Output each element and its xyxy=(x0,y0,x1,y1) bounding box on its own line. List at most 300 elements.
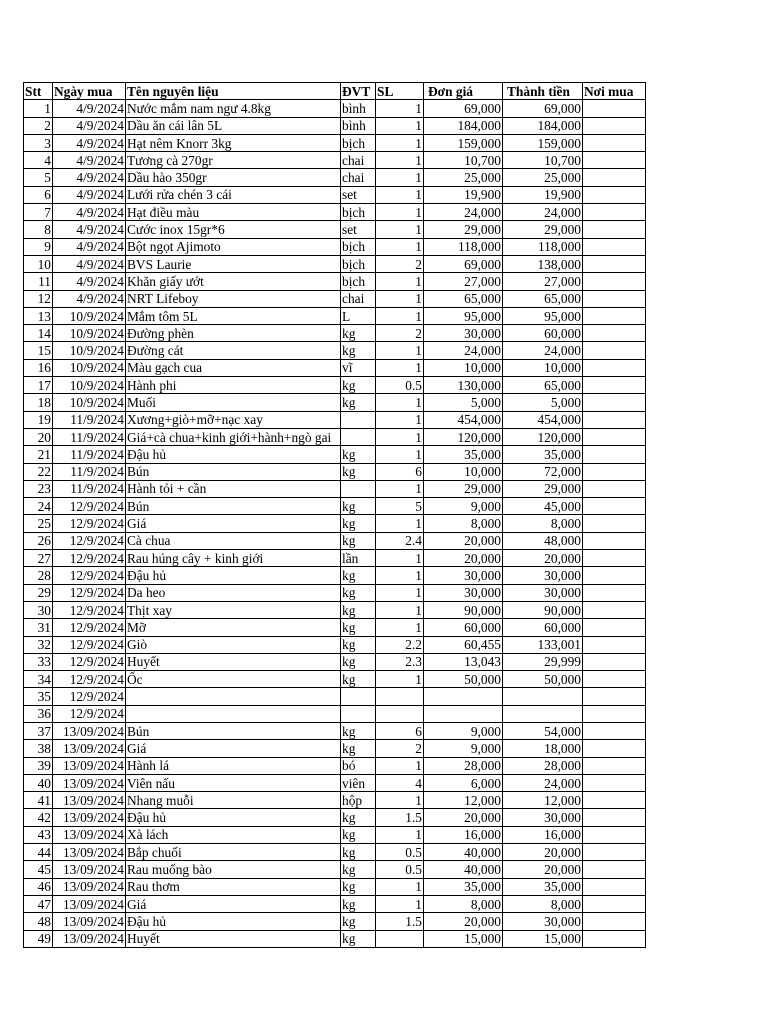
cell-total[interactable]: 24,000 xyxy=(503,204,583,221)
cell-store[interactable] xyxy=(583,930,646,947)
cell-quantity[interactable]: 2 xyxy=(376,740,424,757)
cell-unit[interactable]: kg xyxy=(341,567,376,584)
cell-stt[interactable]: 3 xyxy=(24,134,53,151)
cell-stt[interactable]: 7 xyxy=(24,204,53,221)
cell-date[interactable]: 12/9/2024 xyxy=(53,567,126,584)
cell-date[interactable]: 13/09/2024 xyxy=(53,809,126,826)
cell-total[interactable]: 8,000 xyxy=(503,895,583,912)
cell-stt[interactable]: 47 xyxy=(24,895,53,912)
cell-ingredient[interactable]: Mỡ xyxy=(126,619,341,636)
cell-stt[interactable]: 20 xyxy=(24,428,53,445)
cell-unit[interactable]: hộp xyxy=(341,792,376,809)
cell-stt[interactable]: 11 xyxy=(24,273,53,290)
cell-quantity[interactable]: 1 xyxy=(376,342,424,359)
cell-total[interactable]: 30,000 xyxy=(503,567,583,584)
cell-unit[interactable]: kg xyxy=(341,342,376,359)
cell-store[interactable] xyxy=(583,186,646,203)
cell-store[interactable] xyxy=(583,636,646,653)
cell-store[interactable] xyxy=(583,290,646,307)
cell-ingredient[interactable]: Khăn giấy ướt xyxy=(126,273,341,290)
cell-date[interactable]: 12/9/2024 xyxy=(53,688,126,705)
cell-unit-price[interactable]: 10,000 xyxy=(424,359,503,376)
cell-date[interactable]: 13/09/2024 xyxy=(53,826,126,843)
column-header-unit-price[interactable]: Đơn giá xyxy=(424,83,503,100)
cell-date[interactable]: 4/9/2024 xyxy=(53,238,126,255)
cell-date[interactable]: 11/9/2024 xyxy=(53,480,126,497)
cell-unit[interactable]: set xyxy=(341,186,376,203)
cell-quantity[interactable]: 1 xyxy=(376,221,424,238)
cell-date[interactable]: 12/9/2024 xyxy=(53,601,126,618)
cell-date[interactable]: 4/9/2024 xyxy=(53,152,126,169)
cell-store[interactable] xyxy=(583,480,646,497)
cell-total[interactable]: 10,700 xyxy=(503,152,583,169)
cell-store[interactable] xyxy=(583,342,646,359)
cell-unit[interactable]: kg xyxy=(341,446,376,463)
cell-quantity[interactable]: 1 xyxy=(376,584,424,601)
cell-unit[interactable]: kg xyxy=(341,809,376,826)
cell-ingredient[interactable]: Hạt nêm Knorr 3kg xyxy=(126,134,341,151)
cell-date[interactable]: 10/9/2024 xyxy=(53,342,126,359)
cell-store[interactable] xyxy=(583,792,646,809)
cell-quantity[interactable]: 1 xyxy=(376,619,424,636)
cell-unit-price[interactable]: 30,000 xyxy=(424,567,503,584)
cell-unit-price[interactable]: 24,000 xyxy=(424,204,503,221)
cell-stt[interactable]: 9 xyxy=(24,238,53,255)
cell-store[interactable] xyxy=(583,273,646,290)
cell-store[interactable] xyxy=(583,359,646,376)
cell-store[interactable] xyxy=(583,722,646,739)
cell-stt[interactable]: 32 xyxy=(24,636,53,653)
cell-unit[interactable]: kg xyxy=(341,653,376,670)
cell-quantity[interactable]: 1 xyxy=(376,878,424,895)
cell-ingredient[interactable]: Nước mắm nam ngư 4.8kg xyxy=(126,100,341,117)
cell-quantity[interactable]: 1 xyxy=(376,567,424,584)
cell-stt[interactable]: 2 xyxy=(24,117,53,134)
cell-stt[interactable]: 22 xyxy=(24,463,53,480)
cell-unit[interactable]: L xyxy=(341,307,376,324)
cell-quantity[interactable]: 2.2 xyxy=(376,636,424,653)
cell-ingredient[interactable]: Đường cát xyxy=(126,342,341,359)
cell-ingredient[interactable]: Đậu hủ xyxy=(126,913,341,930)
cell-unit-price[interactable]: 184,000 xyxy=(424,117,503,134)
cell-total[interactable]: 16,000 xyxy=(503,826,583,843)
cell-unit[interactable]: chai xyxy=(341,290,376,307)
cell-ingredient[interactable]: NRT Lifeboy xyxy=(126,290,341,307)
cell-unit-price[interactable]: 10,700 xyxy=(424,152,503,169)
cell-ingredient[interactable]: Giá xyxy=(126,895,341,912)
cell-unit-price[interactable]: 120,000 xyxy=(424,428,503,445)
cell-date[interactable]: 4/9/2024 xyxy=(53,255,126,272)
cell-unit-price[interactable]: 27,000 xyxy=(424,273,503,290)
cell-unit-price[interactable]: 29,000 xyxy=(424,221,503,238)
cell-quantity[interactable]: 2.3 xyxy=(376,653,424,670)
cell-total[interactable]: 184,000 xyxy=(503,117,583,134)
cell-ingredient[interactable]: Hành tỏi + cần xyxy=(126,480,341,497)
cell-stt[interactable]: 41 xyxy=(24,792,53,809)
cell-date[interactable]: 13/09/2024 xyxy=(53,861,126,878)
cell-store[interactable] xyxy=(583,671,646,688)
cell-quantity[interactable]: 1 xyxy=(376,238,424,255)
cell-stt[interactable]: 21 xyxy=(24,446,53,463)
cell-store[interactable] xyxy=(583,550,646,567)
cell-quantity[interactable]: 1 xyxy=(376,792,424,809)
cell-unit-price[interactable]: 30,000 xyxy=(424,584,503,601)
cell-store[interactable] xyxy=(583,428,646,445)
cell-total[interactable]: 65,000 xyxy=(503,377,583,394)
cell-unit-price[interactable]: 9,000 xyxy=(424,740,503,757)
cell-date[interactable]: 13/09/2024 xyxy=(53,913,126,930)
column-header-store[interactable]: Nơi mua xyxy=(583,83,646,100)
cell-stt[interactable]: 34 xyxy=(24,671,53,688)
cell-total[interactable]: 29,000 xyxy=(503,221,583,238)
cell-date[interactable]: 4/9/2024 xyxy=(53,100,126,117)
cell-quantity[interactable]: 1 xyxy=(376,186,424,203)
cell-ingredient[interactable]: Màu gạch cua xyxy=(126,359,341,376)
cell-ingredient[interactable]: Rau húng cây + kinh giới xyxy=(126,550,341,567)
cell-ingredient[interactable]: Giá xyxy=(126,740,341,757)
cell-total[interactable]: 15,000 xyxy=(503,930,583,947)
cell-stt[interactable]: 1 xyxy=(24,100,53,117)
cell-unit[interactable]: bịch xyxy=(341,273,376,290)
cell-ingredient[interactable]: BVS Laurie xyxy=(126,255,341,272)
cell-store[interactable] xyxy=(583,498,646,515)
cell-stt[interactable]: 30 xyxy=(24,601,53,618)
cell-unit[interactable]: kg xyxy=(341,532,376,549)
cell-total[interactable]: 50,000 xyxy=(503,671,583,688)
cell-date[interactable]: 4/9/2024 xyxy=(53,204,126,221)
cell-stt[interactable]: 49 xyxy=(24,930,53,947)
cell-unit-price[interactable]: 40,000 xyxy=(424,861,503,878)
cell-total[interactable]: 5,000 xyxy=(503,394,583,411)
cell-store[interactable] xyxy=(583,221,646,238)
cell-date[interactable]: 12/9/2024 xyxy=(53,584,126,601)
cell-stt[interactable]: 27 xyxy=(24,550,53,567)
cell-stt[interactable]: 15 xyxy=(24,342,53,359)
cell-ingredient[interactable] xyxy=(126,688,341,705)
cell-stt[interactable]: 8 xyxy=(24,221,53,238)
cell-ingredient[interactable]: Dầu ăn cái lân 5L xyxy=(126,117,341,134)
cell-unit-price[interactable]: 5,000 xyxy=(424,394,503,411)
cell-total[interactable]: 35,000 xyxy=(503,878,583,895)
cell-date[interactable]: 13/09/2024 xyxy=(53,722,126,739)
cell-unit-price[interactable]: 8,000 xyxy=(424,895,503,912)
cell-ingredient[interactable]: Đậu hủ xyxy=(126,446,341,463)
cell-date[interactable]: 12/9/2024 xyxy=(53,653,126,670)
cell-stt[interactable]: 26 xyxy=(24,532,53,549)
cell-date[interactable]: 12/9/2024 xyxy=(53,705,126,722)
cell-stt[interactable]: 5 xyxy=(24,169,53,186)
cell-date[interactable]: 10/9/2024 xyxy=(53,377,126,394)
column-header-stt[interactable]: Stt xyxy=(24,83,53,100)
cell-ingredient[interactable]: Bún xyxy=(126,498,341,515)
cell-date[interactable]: 12/9/2024 xyxy=(53,671,126,688)
cell-total[interactable]: 24,000 xyxy=(503,774,583,791)
cell-unit-price[interactable]: 29,000 xyxy=(424,480,503,497)
cell-ingredient[interactable]: Bột ngọt Ajimoto xyxy=(126,238,341,255)
cell-ingredient[interactable]: Xương+giò+mỡ+nạc xay xyxy=(126,411,341,428)
cell-unit[interactable]: kg xyxy=(341,722,376,739)
cell-unit[interactable]: kg xyxy=(341,826,376,843)
cell-quantity[interactable]: 1 xyxy=(376,134,424,151)
cell-unit-price[interactable]: 30,000 xyxy=(424,325,503,342)
cell-unit-price[interactable]: 118,000 xyxy=(424,238,503,255)
cell-quantity[interactable]: 1 xyxy=(376,515,424,532)
cell-quantity[interactable]: 1.5 xyxy=(376,913,424,930)
cell-total[interactable]: 20,000 xyxy=(503,550,583,567)
cell-quantity[interactable]: 1 xyxy=(376,826,424,843)
cell-ingredient[interactable]: Da heo xyxy=(126,584,341,601)
cell-unit-price[interactable]: 69,000 xyxy=(424,255,503,272)
cell-unit[interactable]: set xyxy=(341,221,376,238)
cell-quantity[interactable]: 1 xyxy=(376,895,424,912)
cell-quantity[interactable]: 2.4 xyxy=(376,532,424,549)
cell-date[interactable]: 4/9/2024 xyxy=(53,273,126,290)
cell-stt[interactable]: 42 xyxy=(24,809,53,826)
cell-stt[interactable]: 18 xyxy=(24,394,53,411)
cell-total[interactable]: 24,000 xyxy=(503,342,583,359)
cell-unit[interactable]: bình xyxy=(341,117,376,134)
cell-quantity[interactable]: 6 xyxy=(376,463,424,480)
cell-unit-price[interactable]: 50,000 xyxy=(424,671,503,688)
cell-total[interactable]: 29,999 xyxy=(503,653,583,670)
cell-date[interactable]: 13/09/2024 xyxy=(53,740,126,757)
cell-store[interactable] xyxy=(583,255,646,272)
cell-store[interactable] xyxy=(583,238,646,255)
cell-quantity[interactable]: 4 xyxy=(376,774,424,791)
cell-store[interactable] xyxy=(583,705,646,722)
cell-unit-price[interactable]: 159,000 xyxy=(424,134,503,151)
cell-date[interactable]: 11/9/2024 xyxy=(53,446,126,463)
cell-total[interactable]: 20,000 xyxy=(503,861,583,878)
cell-ingredient[interactable]: Nhang muỗi xyxy=(126,792,341,809)
cell-stt[interactable]: 37 xyxy=(24,722,53,739)
cell-ingredient[interactable]: Cà chua xyxy=(126,532,341,549)
cell-date[interactable]: 10/9/2024 xyxy=(53,307,126,324)
cell-unit-price[interactable]: 90,000 xyxy=(424,601,503,618)
cell-unit[interactable]: kg xyxy=(341,861,376,878)
cell-total[interactable]: 65,000 xyxy=(503,290,583,307)
cell-total[interactable]: 159,000 xyxy=(503,134,583,151)
cell-total[interactable]: 454,000 xyxy=(503,411,583,428)
cell-date[interactable]: 13/09/2024 xyxy=(53,792,126,809)
cell-store[interactable] xyxy=(583,532,646,549)
cell-ingredient[interactable]: Đậu hủ xyxy=(126,809,341,826)
cell-store[interactable] xyxy=(583,567,646,584)
cell-stt[interactable]: 43 xyxy=(24,826,53,843)
cell-date[interactable]: 4/9/2024 xyxy=(53,169,126,186)
cell-ingredient[interactable]: Giá xyxy=(126,515,341,532)
cell-unit[interactable]: chai xyxy=(341,169,376,186)
cell-date[interactable]: 12/9/2024 xyxy=(53,619,126,636)
cell-stt[interactable]: 46 xyxy=(24,878,53,895)
cell-unit[interactable]: bịch xyxy=(341,238,376,255)
cell-date[interactable]: 10/9/2024 xyxy=(53,394,126,411)
cell-store[interactable] xyxy=(583,134,646,151)
cell-date[interactable]: 13/09/2024 xyxy=(53,844,126,861)
cell-store[interactable] xyxy=(583,740,646,757)
cell-unit-price[interactable]: 69,000 xyxy=(424,100,503,117)
cell-unit[interactable]: kg xyxy=(341,515,376,532)
cell-store[interactable] xyxy=(583,307,646,324)
cell-quantity[interactable]: 1 xyxy=(376,204,424,221)
cell-unit-price[interactable]: 25,000 xyxy=(424,169,503,186)
cell-stt[interactable]: 45 xyxy=(24,861,53,878)
cell-stt[interactable]: 19 xyxy=(24,411,53,428)
cell-date[interactable]: 13/09/2024 xyxy=(53,878,126,895)
cell-unit[interactable] xyxy=(341,705,376,722)
cell-unit[interactable]: kg xyxy=(341,740,376,757)
cell-unit[interactable]: chai xyxy=(341,152,376,169)
cell-store[interactable] xyxy=(583,463,646,480)
cell-quantity[interactable]: 1 xyxy=(376,428,424,445)
cell-total[interactable]: 60,000 xyxy=(503,619,583,636)
cell-date[interactable]: 12/9/2024 xyxy=(53,515,126,532)
cell-store[interactable] xyxy=(583,913,646,930)
cell-unit[interactable]: kg xyxy=(341,844,376,861)
cell-date[interactable]: 13/09/2024 xyxy=(53,930,126,947)
cell-ingredient[interactable]: Hành lá xyxy=(126,757,341,774)
cell-unit-price[interactable]: 6,000 xyxy=(424,774,503,791)
cell-quantity[interactable]: 0.5 xyxy=(376,844,424,861)
cell-total[interactable]: 133,001 xyxy=(503,636,583,653)
cell-unit[interactable]: kg xyxy=(341,601,376,618)
cell-quantity[interactable]: 1 xyxy=(376,273,424,290)
cell-store[interactable] xyxy=(583,169,646,186)
cell-stt[interactable]: 40 xyxy=(24,774,53,791)
cell-total[interactable]: 12,000 xyxy=(503,792,583,809)
cell-total[interactable]: 29,000 xyxy=(503,480,583,497)
cell-stt[interactable]: 28 xyxy=(24,567,53,584)
cell-total[interactable]: 18,000 xyxy=(503,740,583,757)
cell-total[interactable]: 118,000 xyxy=(503,238,583,255)
cell-unit[interactable]: viên xyxy=(341,774,376,791)
cell-unit-price[interactable]: 454,000 xyxy=(424,411,503,428)
cell-stt[interactable]: 39 xyxy=(24,757,53,774)
cell-quantity[interactable]: 2 xyxy=(376,325,424,342)
cell-stt[interactable]: 33 xyxy=(24,653,53,670)
cell-store[interactable] xyxy=(583,601,646,618)
cell-unit[interactable]: kg xyxy=(341,394,376,411)
cell-ingredient[interactable]: Huyết xyxy=(126,930,341,947)
cell-unit-price[interactable]: 95,000 xyxy=(424,307,503,324)
cell-store[interactable] xyxy=(583,809,646,826)
cell-unit[interactable]: kg xyxy=(341,325,376,342)
cell-ingredient[interactable]: Tương cà 270gr xyxy=(126,152,341,169)
cell-unit-price[interactable]: 20,000 xyxy=(424,532,503,549)
cell-stt[interactable]: 17 xyxy=(24,377,53,394)
cell-unit[interactable]: bình xyxy=(341,100,376,117)
cell-quantity[interactable]: 1 xyxy=(376,169,424,186)
cell-date[interactable]: 4/9/2024 xyxy=(53,221,126,238)
cell-ingredient[interactable]: Giá+cà chua+kinh giới+hành+ngò gai xyxy=(126,428,341,445)
cell-total[interactable]: 8,000 xyxy=(503,515,583,532)
cell-stt[interactable]: 24 xyxy=(24,498,53,515)
cell-total[interactable]: 19,900 xyxy=(503,186,583,203)
column-header-total[interactable]: Thành tiền xyxy=(503,83,583,100)
cell-stt[interactable]: 6 xyxy=(24,186,53,203)
cell-quantity[interactable] xyxy=(376,705,424,722)
cell-unit-price[interactable]: 13,043 xyxy=(424,653,503,670)
cell-stt[interactable]: 13 xyxy=(24,307,53,324)
column-header-quantity[interactable]: SL xyxy=(376,83,424,100)
cell-unit[interactable]: bịch xyxy=(341,204,376,221)
cell-store[interactable] xyxy=(583,688,646,705)
cell-unit-price[interactable]: 9,000 xyxy=(424,722,503,739)
cell-quantity[interactable]: 2 xyxy=(376,255,424,272)
cell-date[interactable]: 10/9/2024 xyxy=(53,359,126,376)
cell-store[interactable] xyxy=(583,204,646,221)
cell-ingredient[interactable]: Mắm tôm 5L xyxy=(126,307,341,324)
cell-store[interactable] xyxy=(583,878,646,895)
cell-store[interactable] xyxy=(583,325,646,342)
cell-ingredient[interactable]: Bún xyxy=(126,722,341,739)
cell-stt[interactable]: 23 xyxy=(24,480,53,497)
cell-total[interactable]: 30,000 xyxy=(503,809,583,826)
cell-quantity[interactable]: 1 xyxy=(376,100,424,117)
cell-quantity[interactable]: 1 xyxy=(376,394,424,411)
cell-total[interactable]: 54,000 xyxy=(503,722,583,739)
cell-quantity[interactable]: 1 xyxy=(376,152,424,169)
cell-unit-price[interactable]: 20,000 xyxy=(424,550,503,567)
cell-unit-price[interactable]: 40,000 xyxy=(424,844,503,861)
cell-stt[interactable]: 38 xyxy=(24,740,53,757)
cell-quantity[interactable]: 1 xyxy=(376,307,424,324)
cell-store[interactable] xyxy=(583,584,646,601)
cell-ingredient[interactable]: Lưới rửa chén 3 cái xyxy=(126,186,341,203)
column-header-ingredient[interactable]: Tên nguyên liệu xyxy=(126,83,341,100)
column-header-date[interactable]: Ngày mua xyxy=(53,83,126,100)
cell-total[interactable]: 60,000 xyxy=(503,325,583,342)
cell-store[interactable] xyxy=(583,377,646,394)
cell-total[interactable]: 95,000 xyxy=(503,307,583,324)
cell-date[interactable]: 12/9/2024 xyxy=(53,532,126,549)
cell-unit-price[interactable]: 35,000 xyxy=(424,878,503,895)
cell-unit[interactable] xyxy=(341,480,376,497)
cell-quantity[interactable]: 6 xyxy=(376,722,424,739)
cell-stt[interactable]: 10 xyxy=(24,255,53,272)
cell-date[interactable]: 12/9/2024 xyxy=(53,550,126,567)
cell-unit-price[interactable]: 10,000 xyxy=(424,463,503,480)
cell-ingredient[interactable]: Muối xyxy=(126,394,341,411)
cell-total[interactable]: 10,000 xyxy=(503,359,583,376)
cell-quantity[interactable]: 1 xyxy=(376,671,424,688)
cell-ingredient[interactable]: Đường phèn xyxy=(126,325,341,342)
cell-unit[interactable]: kg xyxy=(341,463,376,480)
cell-store[interactable] xyxy=(583,757,646,774)
cell-unit[interactable]: kg xyxy=(341,498,376,515)
cell-store[interactable] xyxy=(583,100,646,117)
cell-ingredient[interactable]: Xà lách xyxy=(126,826,341,843)
cell-stt[interactable]: 35 xyxy=(24,688,53,705)
cell-total[interactable]: 48,000 xyxy=(503,532,583,549)
cell-total[interactable]: 30,000 xyxy=(503,913,583,930)
cell-stt[interactable]: 48 xyxy=(24,913,53,930)
cell-date[interactable]: 11/9/2024 xyxy=(53,463,126,480)
cell-quantity[interactable]: 1 xyxy=(376,757,424,774)
cell-unit-price[interactable]: 20,000 xyxy=(424,913,503,930)
cell-stt[interactable]: 29 xyxy=(24,584,53,601)
cell-ingredient[interactable]: Dầu hào 350gr xyxy=(126,169,341,186)
cell-quantity[interactable]: 1 xyxy=(376,601,424,618)
cell-unit[interactable]: bịch xyxy=(341,134,376,151)
cell-ingredient[interactable]: Thịt xay xyxy=(126,601,341,618)
cell-quantity[interactable]: 5 xyxy=(376,498,424,515)
cell-unit[interactable]: vĩ xyxy=(341,359,376,376)
cell-date[interactable]: 12/9/2024 xyxy=(53,636,126,653)
cell-unit-price[interactable]: 8,000 xyxy=(424,515,503,532)
cell-unit[interactable]: kg xyxy=(341,878,376,895)
cell-quantity[interactable]: 0.5 xyxy=(376,377,424,394)
